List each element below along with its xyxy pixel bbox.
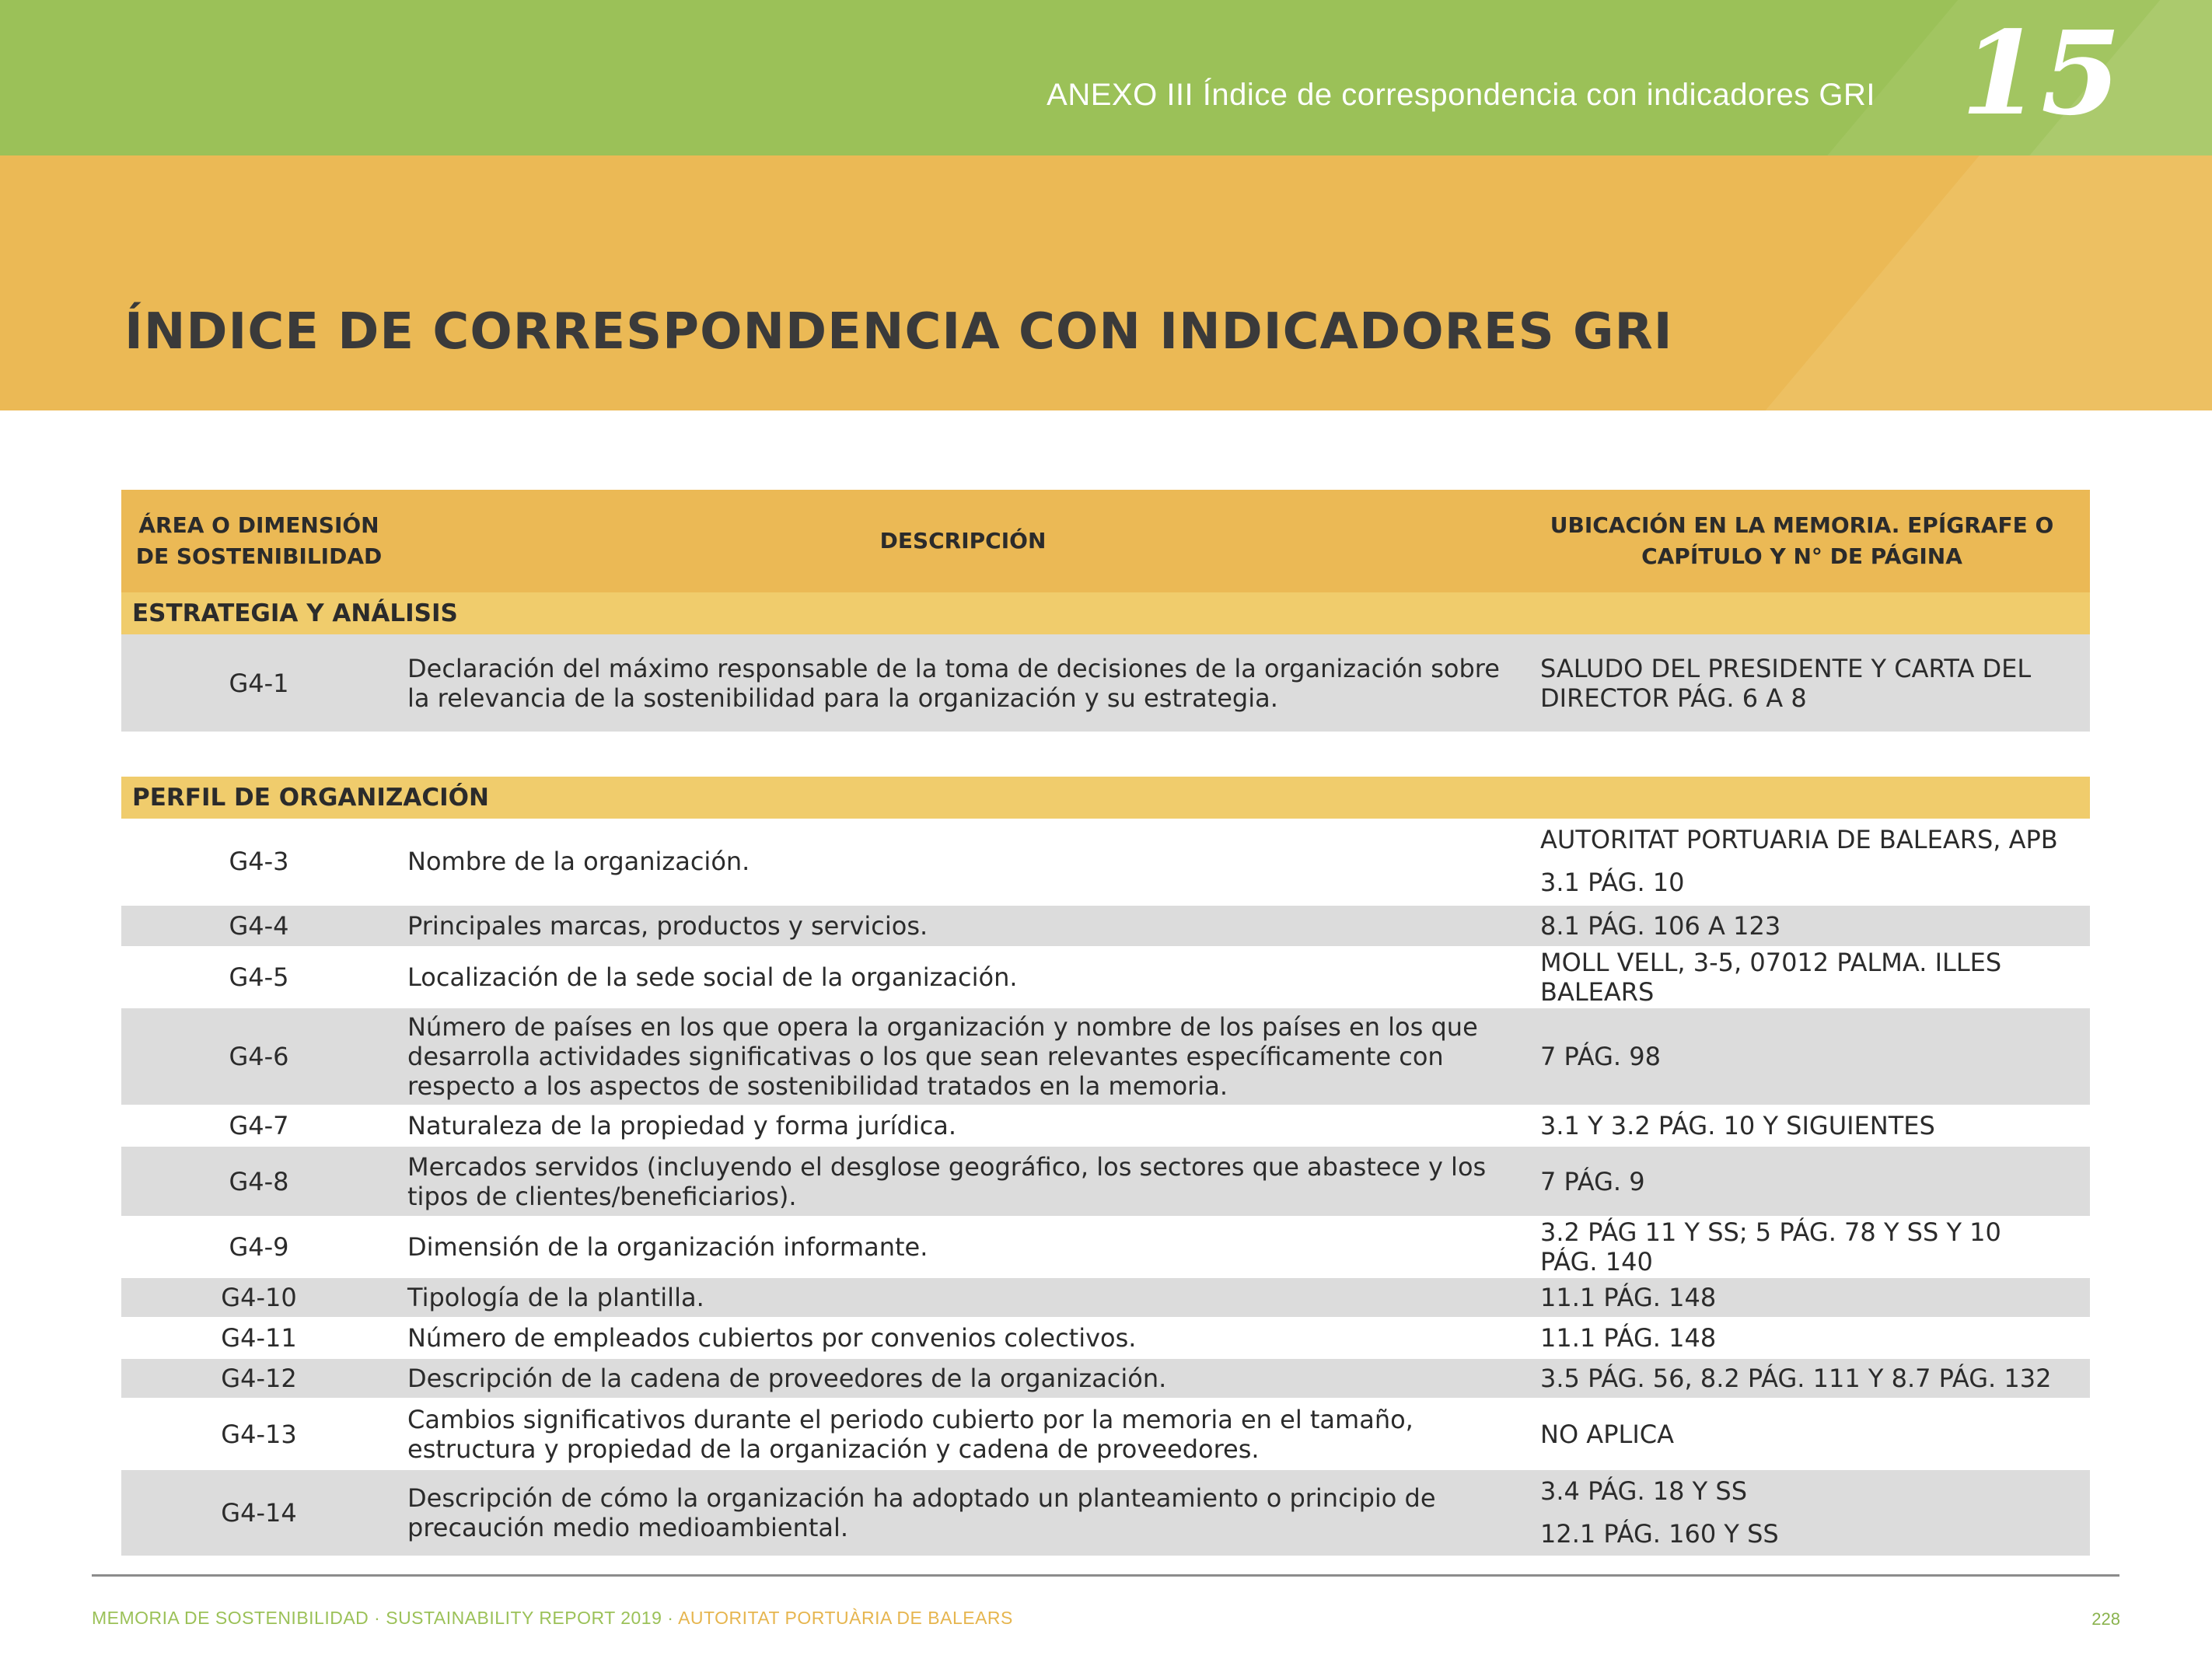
table-row [121,1399,2090,1469]
indicator-description: Principales marcas, productos y servicios. [397,905,1529,947]
indicator-code: G4-7 [121,1105,397,1146]
indicator-location [1529,1318,2090,1358]
indicator-code: G4-9 [121,1217,397,1277]
indicator-code: G4-4 [121,905,397,947]
column-header-location: UBICACIÓN EN LA MEMORIA. EPÍGRAFE O CAPÍTULO Y N° DE PÁGINA [1529,490,2090,592]
page-title: ÍNDICE DE CORRESPONDENCIA CON INDICADORES GRI [124,303,1673,361]
indicator-code: G4-13 [121,1399,397,1469]
table-row [121,1277,2090,1318]
table-row [121,1358,2090,1399]
table-row [121,1105,2090,1146]
annex-label: ANEXO III Índice de correspondencia con indicadores GRI [1047,78,1875,112]
page-number: 228 [2091,1609,2120,1629]
footer-organization: AUTORITAT PORTUÀRIA DE BALEARS [678,1608,1013,1628]
chapter-header-band [0,0,2212,155]
indicator-location [1529,1277,2090,1318]
location-line: MOLL VELL, 3-5, 07012 PALMA. ILLES BALEARS [1540,948,2002,1007]
indicator-location [1529,1105,2090,1146]
indicator-code: G4-12 [121,1358,397,1399]
location-line: 7 PÁG. 98 [1540,1042,1661,1071]
column-header-description: DESCRIPCIÓN [397,490,1529,592]
chapter-number: 15 [1961,5,2121,141]
indicator-code: G4-3 [121,819,397,905]
decorative-stripe [1653,155,2212,410]
indicator-location [1529,819,2090,905]
location-line: 3.5 PÁG. 56, 8.2 PÁG. 111 Y 8.7 PÁG. 132 [1540,1364,2052,1393]
table-row [121,819,2090,905]
spacer-cell [121,732,2090,777]
indicator-code: G4-6 [121,1008,397,1105]
section-title: PERFIL DE ORGANIZACIÓN [121,777,2090,819]
indicator-description: Tipología de la plantilla. [397,1277,1529,1318]
indicator-code: G4-14 [121,1469,397,1556]
indicator-location [1529,1358,2090,1399]
table-row [121,634,2090,732]
indicator-description: Número de países en los que opera la organización y nombre de los países en los que desarrolla actividades significativas o los que sean relevantes específicamente con respecto a los aspectos de sostenibilidad tratados en la memoria. [397,1008,1529,1105]
table-header-row [121,490,2090,592]
location-line: 11.1 PÁG. 148 [1540,1323,1717,1353]
section-header-row [121,777,2090,819]
location-line: AUTORITAT PORTUARIA DE BALEARS, APB [1540,825,2058,854]
indicator-code: G4-10 [121,1277,397,1318]
section-spacer [121,732,2090,777]
location-line: 3.4 PÁG. 18 Y SS [1540,1476,1748,1506]
location-line: NO APLICA [1540,1419,1674,1449]
table-row [121,1008,2090,1105]
indicator-description: Cambios significativos durante el periodo cubierto por la memoria en el tamaño, estructura y propiedad de la organización y cadena de proveedores. [397,1399,1529,1469]
indicator-description: Naturaleza de la propiedad y forma jurídica. [397,1105,1529,1146]
indicator-location [1529,1008,2090,1105]
table-row [121,1318,2090,1358]
indicator-location [1529,634,2090,732]
indicator-code: G4-1 [121,634,397,732]
table-body [121,592,2090,1556]
indicator-description: Dimensión de la organización informante. [397,1217,1529,1277]
section-header-row [121,592,2090,634]
indicator-description: Mercados servidos (incluyendo el desglose geográfico, los sectores que abastece y los tipos de clientes/beneficiarios). [397,1146,1529,1217]
indicator-code: G4-11 [121,1318,397,1358]
location-line: 3.1 PÁG. 10 [1540,868,1685,897]
section-title: ESTRATEGIA Y ANÁLISIS [121,592,2090,634]
indicator-description: Descripción de la cadena de proveedores de la organización. [397,1358,1529,1399]
table-row [121,947,2090,1008]
indicator-location [1529,905,2090,947]
location-line: 11.1 PÁG. 148 [1540,1283,1717,1312]
table-row [121,905,2090,947]
location-line: 7 PÁG. 9 [1540,1166,1645,1196]
title-band [0,155,2212,410]
indicator-location [1529,947,2090,1008]
column-header-area: ÁREA O DIMENSIÓN DE SOSTENIBILIDAD [121,490,397,592]
table-row [121,1469,2090,1556]
gri-index-table [121,490,2090,1557]
indicator-description: Descripción de cómo la organización ha adoptado un planteamiento o principio de precaución medio medioambiental. [397,1469,1529,1556]
indicator-code: G4-5 [121,947,397,1008]
footer-report-title: MEMORIA DE SOSTENIBILIDAD · SUSTAINABILITY REPORT 2019 · [92,1608,679,1628]
location-line: 12.1 PÁG. 160 Y SS [1540,1519,1779,1549]
location-line: SALUDO DEL PRESIDENTE Y CARTA DEL DIRECTOR PÁG. 6 A 8 [1540,653,2032,713]
indicator-description: Declaración del máximo responsable de la toma de decisiones de la organización sobre la relevancia de la sostenibilidad para la organización y su estrategia. [397,634,1529,732]
indicator-description: Localización de la sede social de la organización. [397,947,1529,1008]
location-line: 3.2 PÁG 11 Y SS; 5 PÁG. 78 Y SS Y 10 PÁG. 140 [1540,1217,2001,1277]
location-line: 3.1 Y 3.2 PÁG. 10 Y SIGUIENTES [1540,1111,1935,1140]
indicator-description: Nombre de la organización. [397,819,1529,905]
indicator-location [1529,1146,2090,1217]
indicator-code: G4-8 [121,1146,397,1217]
indicator-location [1529,1217,2090,1277]
table-row [121,1146,2090,1217]
indicator-description: Número de empleados cubiertos por convenios colectivos. [397,1318,1529,1358]
footer-publication-line [92,1608,1013,1629]
indicator-location [1529,1399,2090,1469]
footer-divider [92,1574,2119,1577]
location-line: 8.1 PÁG. 106 A 123 [1540,911,1781,941]
table-row [121,1217,2090,1277]
indicator-location [1529,1469,2090,1556]
